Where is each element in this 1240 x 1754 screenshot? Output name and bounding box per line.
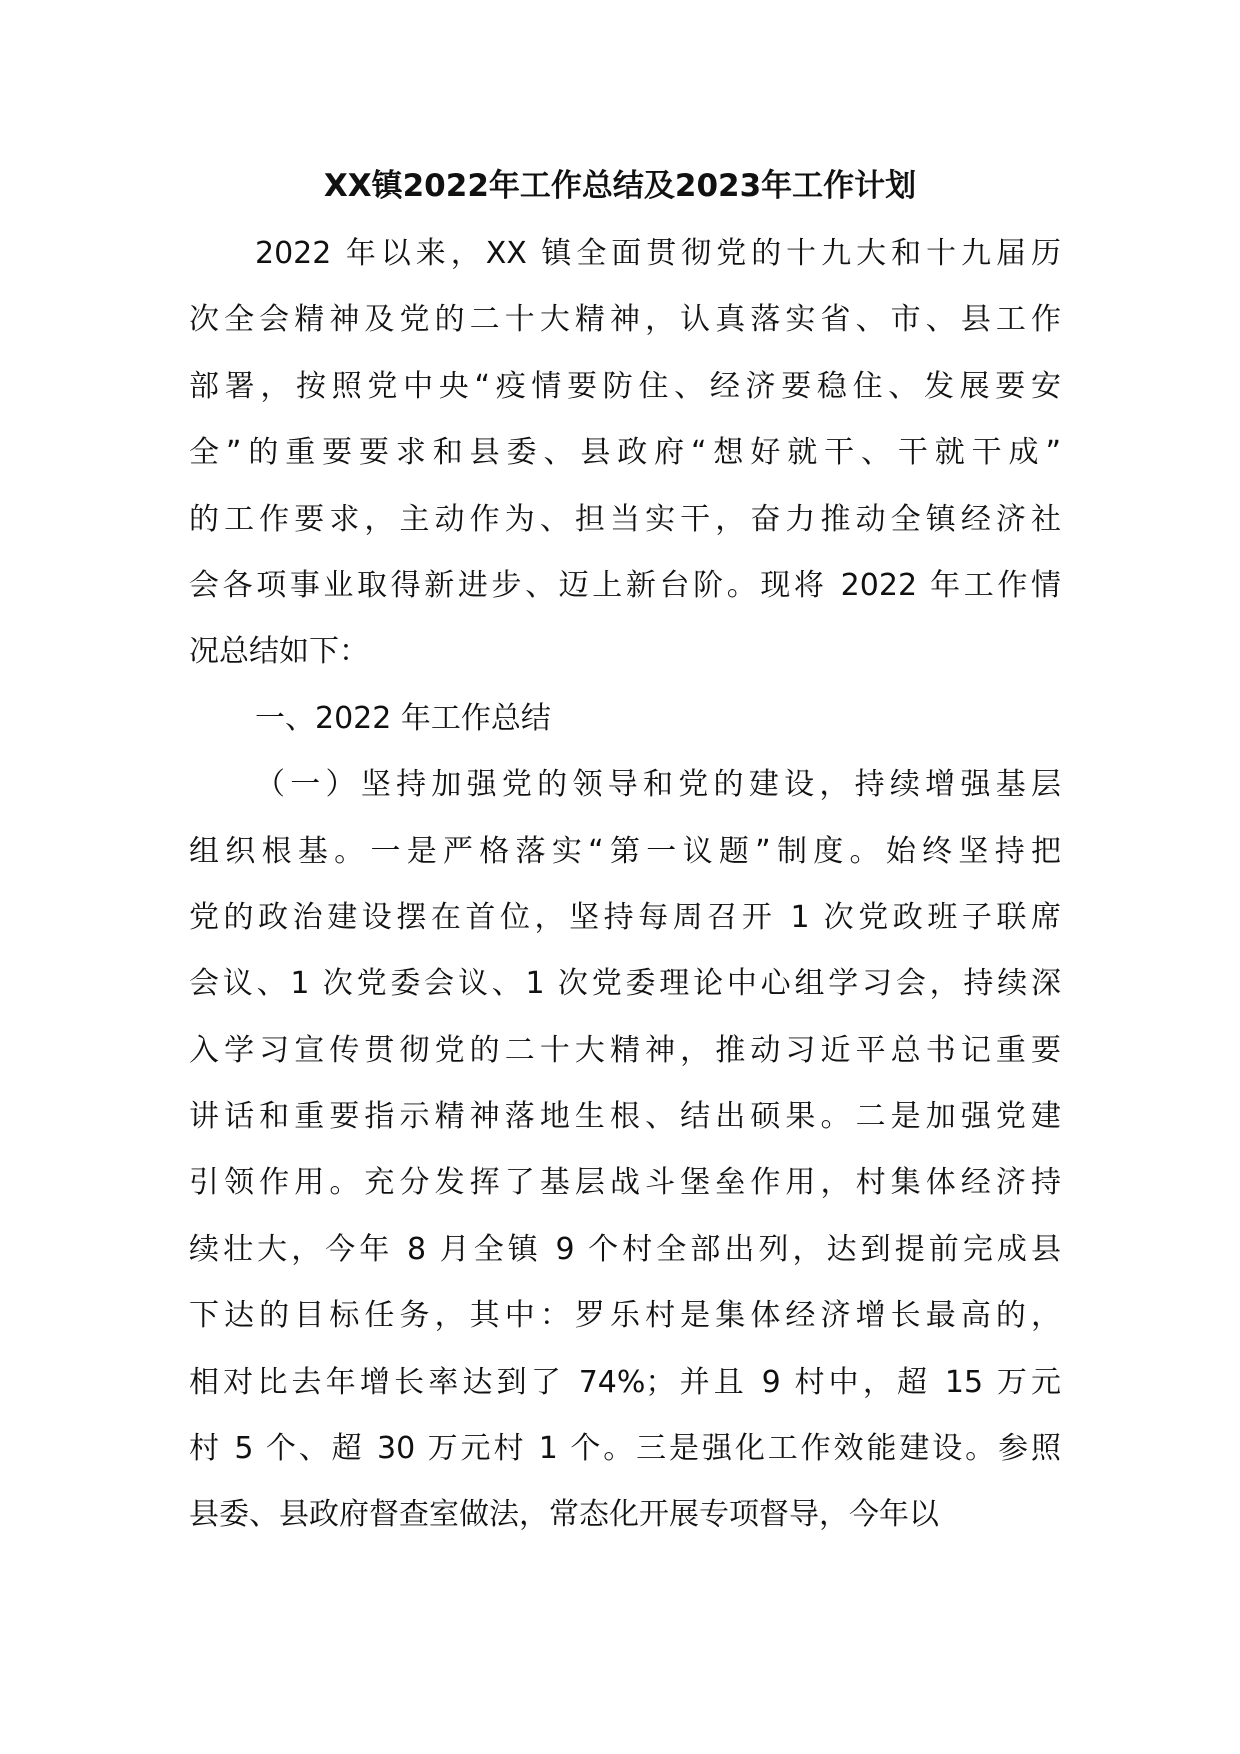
paragraph [189, 752, 1061, 1549]
text-line: （一）坚持加强党的领导和党的建设，持续增强基层 [255, 767, 1061, 803]
document-body [189, 221, 1061, 1549]
paragraph [189, 686, 1061, 752]
text-line: 相对比去年增长率达到了 74%；并且 9 村中，超 15 万元 [189, 1364, 1061, 1400]
text-line: 2022 年以来，XX 镇全面贯彻党的十九大和十九届历 [255, 236, 1061, 271]
text-line: 况总结如下： [189, 634, 369, 670]
text-line: 县委、县政府督查室做法，常态化开展专项督导，今年以 [189, 1497, 939, 1533]
text-line: 讲话和重要指示精神落地生根、结出硕果。二是加强党建 [189, 1099, 1061, 1135]
text-line: 党的政治建设摆在首位，坚持每周召开 1 次党政班子联席 [189, 899, 1061, 935]
text-line: 会各项事业取得新进步、迈上新台阶。现将 2022 年工作情 [189, 567, 1061, 603]
text-line: 会议、1 次党委会议、1 次党委理论中心组学习会，持续深 [189, 966, 1061, 1002]
text-line: 一、2022 年工作总结 [255, 700, 551, 736]
paragraph [189, 221, 1061, 686]
text-line: 次全会精神及党的二十大精神，认真落实省、市、县工作 [189, 302, 1061, 338]
text-line: 村 5 个、超 30 万元村 1 个。三是强化工作效能建设。参照 [189, 1431, 1061, 1467]
text-line: 入学习宣传贯彻党的二十大精神，推动习近平总书记重要 [189, 1032, 1061, 1068]
text-line: 全”的重要要求和县委、县政府“想好就干、干就干成” [189, 435, 1061, 471]
text-line: 组织根基。一是严格落实“第一议题”制度。始终坚持把 [189, 833, 1061, 869]
text-line: 引领作用。充分发挥了基层战斗堡垒作用，村集体经济持 [189, 1165, 1061, 1201]
text-line: 的工作要求，主动作为、担当实干，奋力推动全镇经济社 [189, 501, 1061, 537]
text-line: 续壮大，今年 8 月全镇 9 个村全部出列，达到提前完成县 [189, 1231, 1061, 1267]
document-title: XX镇2022年工作总结及2023年工作计划 [323, 168, 917, 204]
text-line: 部署，按照党中央“疫情要防住、经济要稳住、发展要安 [189, 368, 1061, 404]
text-line: 下达的目标任务，其中：罗乐村是集体经济增长最高的， [189, 1298, 1061, 1334]
